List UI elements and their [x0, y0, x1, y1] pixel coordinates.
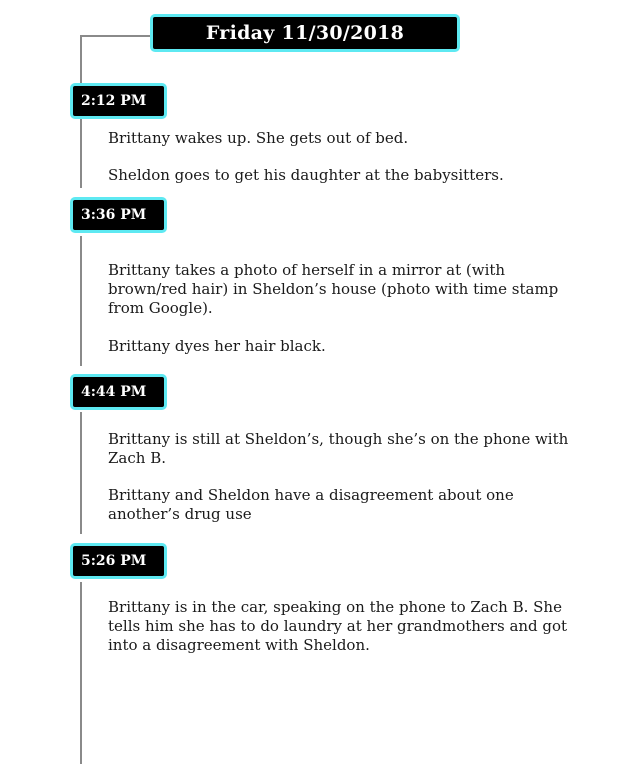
time-label-4: 5:26 PM	[70, 543, 167, 579]
timeline-line-5	[80, 582, 82, 764]
date-header: Friday 11/30/2018	[150, 14, 460, 52]
entry-3-paragraph-2: Brittany and Sheldon have a disagreement about one another’s drug use	[108, 486, 514, 523]
entry-2-paragraph-2: Brittany dyes her hair black.	[108, 337, 326, 355]
timeline-line-3	[80, 236, 82, 366]
entry-4-paragraph-1: Brittany is in the car, speaking on the phone to Zach B. She tells him she has to do laundry at her grandmothers and got into a disagreement with Sheldon.	[108, 598, 568, 654]
entry-1-paragraph-2: Sheldon goes to get his daughter at the babysitters.	[108, 166, 504, 184]
header-connector-horizontal	[80, 35, 152, 37]
entry-2-paragraph-1: Brittany takes a photo of herself in a mirror at (with brown/red hair) in Sheldon’s house (photo with time stamp from Google).	[108, 261, 559, 317]
timeline-line-2	[80, 118, 82, 188]
time-label-2: 3:36 PM	[70, 197, 167, 233]
time-label-1: 2:12 PM	[70, 83, 167, 119]
entry-1-paragraph-1: Brittany wakes up. She gets out of bed.	[108, 129, 409, 147]
timeline-line-4	[80, 412, 82, 534]
timeline-line-1	[80, 35, 82, 85]
time-label-3: 4:44 PM	[70, 374, 167, 410]
entry-3-paragraph-1: Brittany is still at Sheldon’s, though she’s on the phone with Zach B.	[108, 430, 569, 467]
